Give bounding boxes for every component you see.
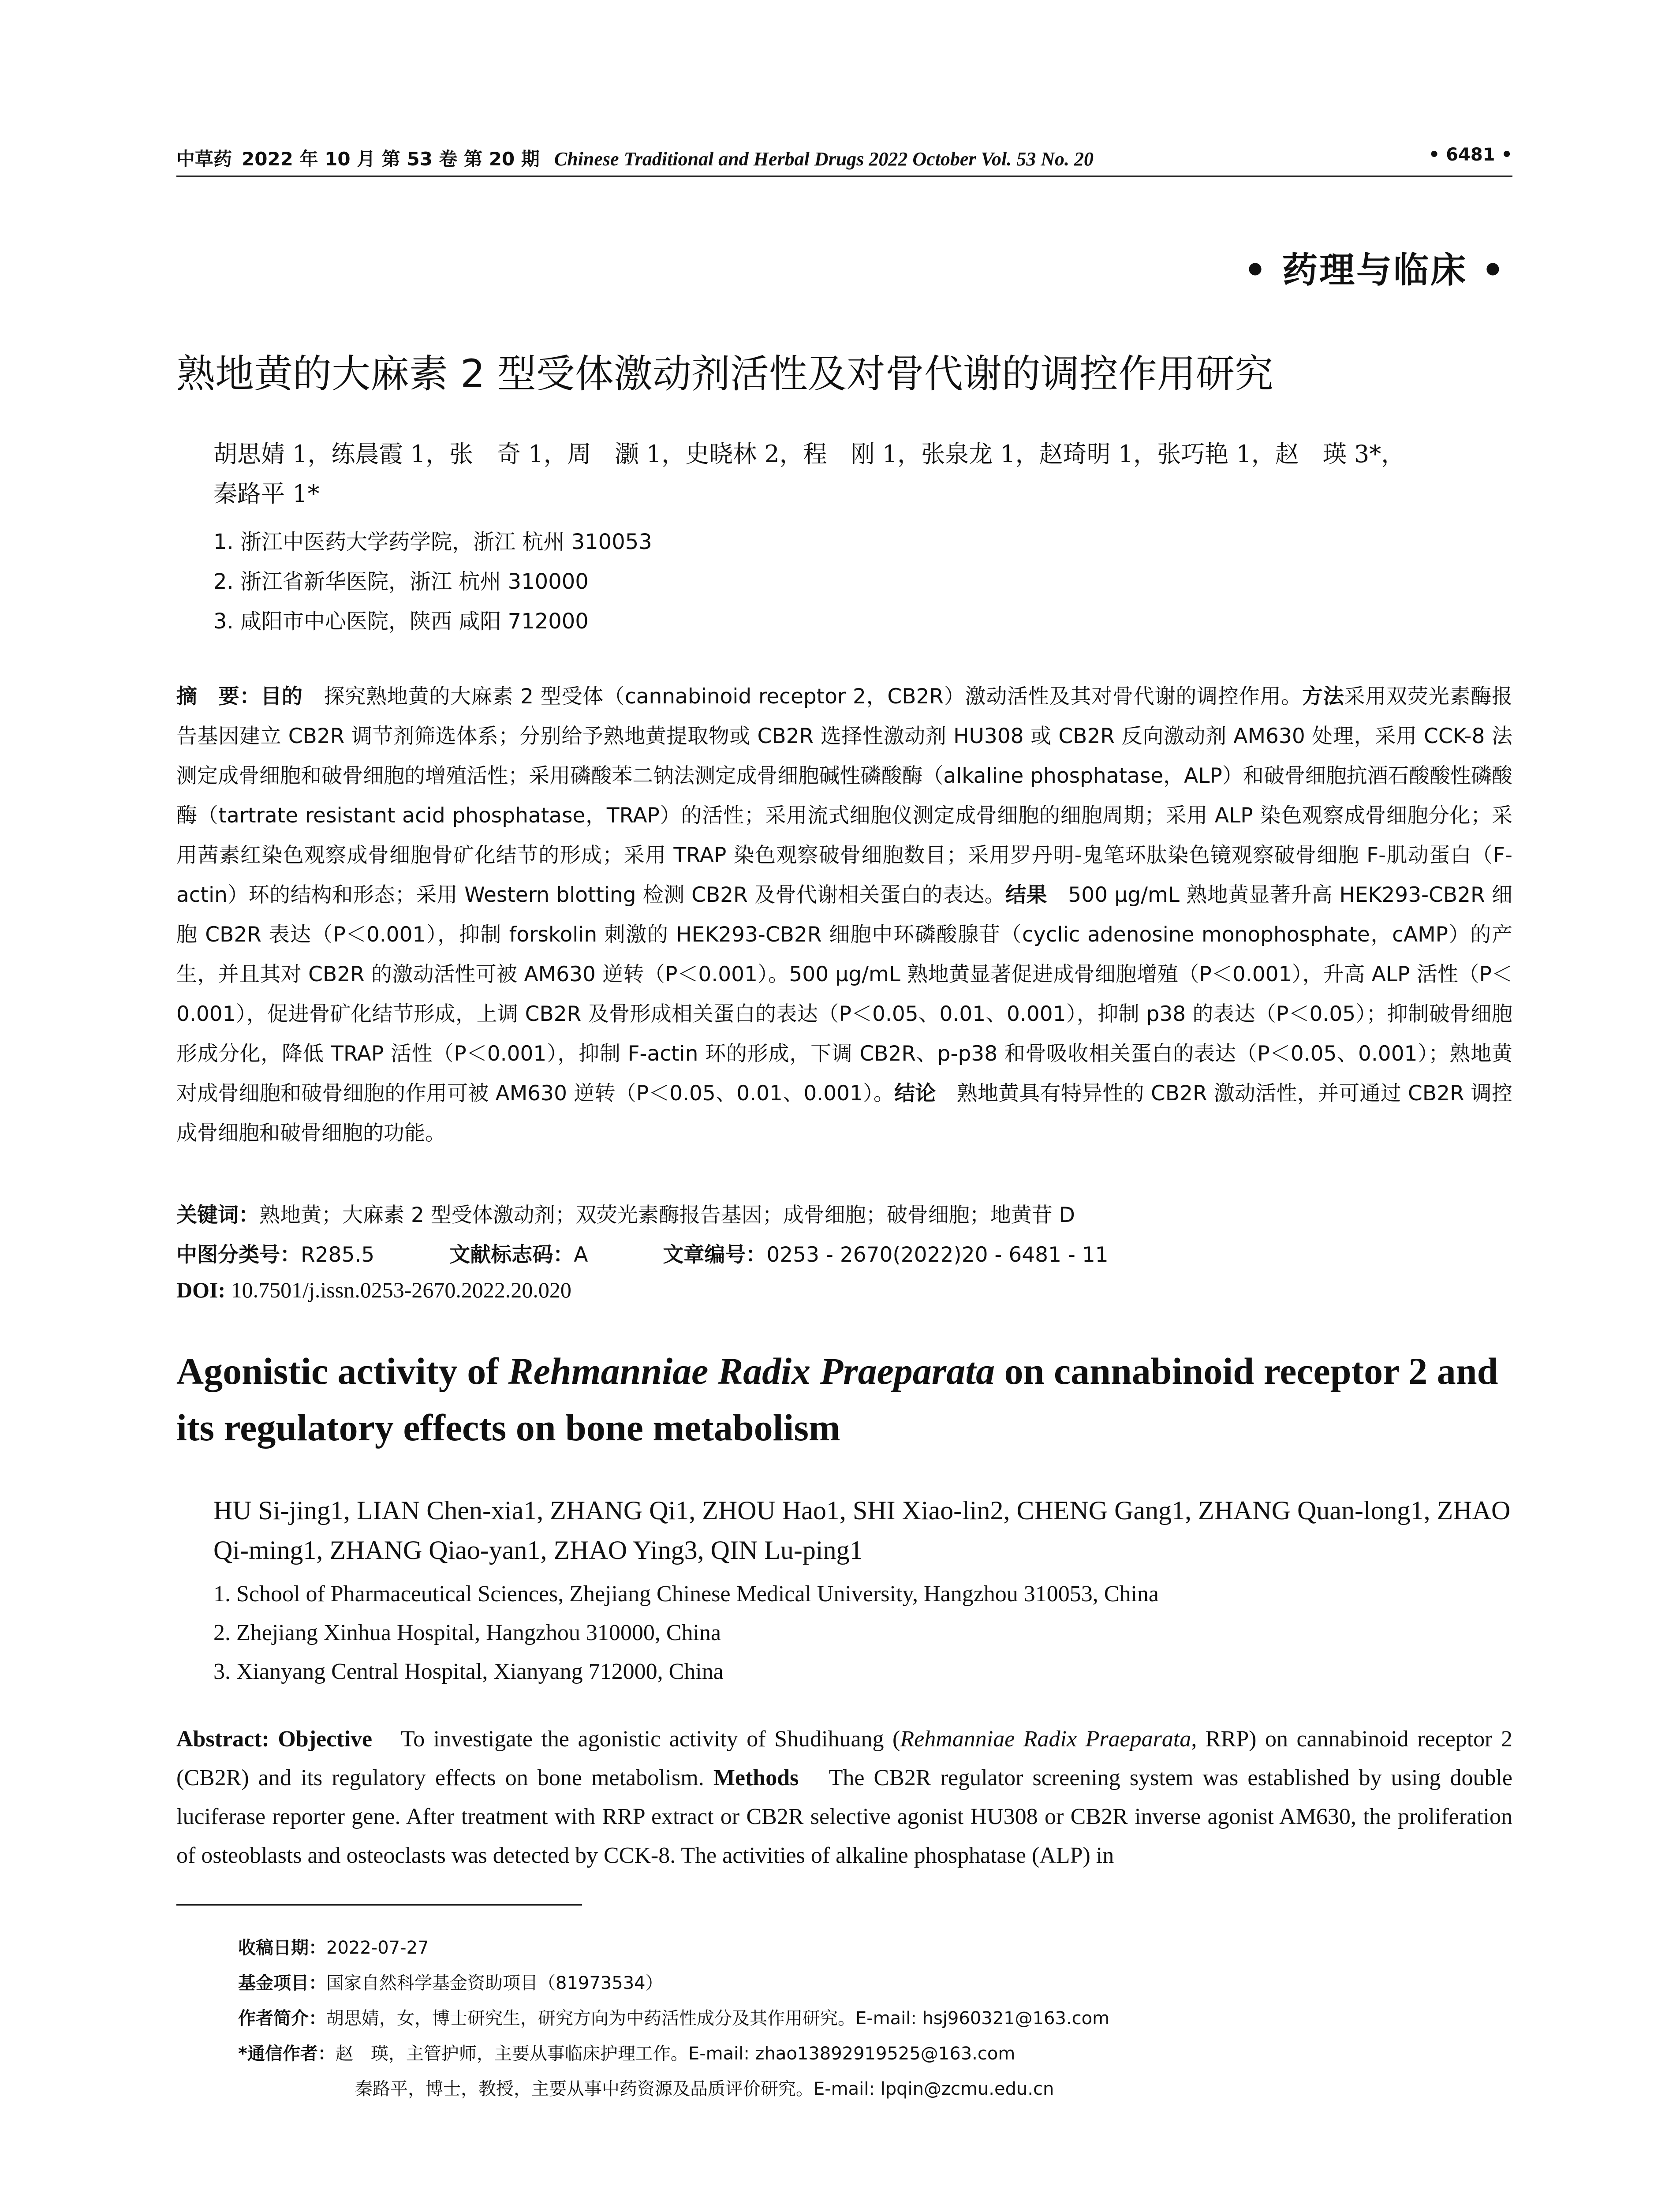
fund-text: 国家自然科学基金资助项目（81973534）: [326, 1973, 663, 1993]
title-en-post: on cannabinoid receptor 2 and its regulatory effects on bone metabolism: [176, 1350, 1498, 1449]
footnote-fund: [238, 1969, 663, 1994]
abstract-cn-objective: 探究熟地黄的大麻素 2 型受体（cannabinoid receptor 2，CB2R）激动活性及其对骨代谢的调控作用。: [302, 684, 1303, 709]
footnote-received: [238, 1934, 429, 1959]
authors-cn-line1: 胡思婧 1，练晨霞 1，张 奇 1，周 灏 1，史晓林 2，程 刚 1，张泉龙 1，赵琦明 1，张巧艳 1，赵 瑛 3*，: [213, 440, 1405, 468]
title-en-italic: Rehmanniae Radix Praeparata: [508, 1350, 995, 1392]
abstract-cn-label: 摘 要：: [176, 684, 261, 709]
abstract-en-methods: The CB2R regulator screening system was established by using double luciferase reporter gene. After treatment with RRP extract or CB2R selective agonist HU308 or CB2R inverse agonist AM630, the proliferation of osteoblasts and osteoclasts was detected by CCK-8. The activities of alkaline phosphatase (ALP) in: [176, 1765, 1513, 1868]
abstract-cn-results: 500 μg/mL 熟地黄显著升高 HEK293-CB2R 细胞 CB2R 表达（P＜0.001），抑制 forskolin 刺激的 HEK293-CB2R 细胞中环磷酸腺苷（cyclic adenosine monophosphate，cAMP）的产生，并且其对 CB2R 的激动活性可被 AM630 逆转（P＜0.001）。500 μg/mL 熟地黄显著促进成骨细胞增殖（P＜0.001），升高 ALP 活性（P＜0.001），促进骨矿化结节形成，上调 CB2R 及骨形成相关蛋白的表达（P＜0.05、0.01、0.001），抑制 p38 的表达（P＜0.05）；抑制破骨细胞形成分化，降低 TRAP 活性（P＜0.001），抑制 F-actin 环的形成，下调 CB2R、p-p38 和骨吸收相关蛋白的表达（P＜0.05、0.001）；熟地黄对成骨细胞和破骨细胞的作用可被 AM630 逆转（P＜0.05、0.01、0.001）。: [176, 883, 1513, 1106]
corr-author-1: 赵 瑛，主管护师，主要从事临床护理工作。E-mail: zhao13892919525@163.com: [335, 2044, 1015, 2064]
abstract-cn-objective-label: 目的: [261, 684, 303, 709]
abstract-cn-conclusion-label: 结论: [894, 1081, 936, 1106]
affiliation-cn-1: 1. 浙江中医药大学药学院，浙江 杭州 310053: [213, 530, 652, 554]
page-number: • 6481 •: [1428, 145, 1512, 165]
abstract-en-label: Abstract: Objective: [176, 1727, 373, 1752]
article-no-label: 文章编号：: [663, 1243, 767, 1267]
abstract-en-objective-a: To investigate the agonistic activity of Shudihuang (: [372, 1727, 900, 1752]
bio-text: 胡思婧，女，博士研究生，研究方向为中药活性成分及其作用研究。E-mail: hsj960321@163.com: [326, 2008, 1110, 2029]
clc-label: 中图分类号：: [176, 1243, 301, 1267]
abstract-cn-methods: 采用双荧光素酶报告基因建立 CB2R 调节剂筛选体系；分别给予熟地黄提取物或 CB2R 选择性激动剂 HU308 或 CB2R 反向激动剂 AM630 处理，采用 CCK-8 法测定成骨细胞和破骨细胞的增殖活性；采用磷酸苯二钠法测定成骨细胞碱性磷酸酶（alkaline phosphatase，ALP）和破骨细胞抗酒石酸酸性磷酸酶（tartrate resistant acid phosphatase，TRAP）的活性；采用流式细胞仪测定成骨细胞的细胞周期；采用 ALP 染色观察成骨细胞分化；采用茜素红染色观察成骨细胞骨矿化结节的形成；采用 TRAP 染色观察破骨细胞数目；采用罗丹明-鬼笔环肽染色镜观察破骨细胞 F-肌动蛋白（F-actin）环的结构和形态；采用 Western blotting 检测 CB2R 及骨代谢相关蛋白的表达。: [176, 684, 1513, 907]
abstract-cn-conclusion: 熟地黄具有特异性的 CB2R 激动活性，并可通过 CB2R 调控成骨细胞和破骨细胞的功能。: [176, 1081, 1513, 1145]
title-cn: 熟地黄的大麻素 2 型受体激动剂活性及对骨代谢的调控作用研究: [176, 351, 1273, 396]
received-date: 2022-07-27: [326, 1938, 429, 1958]
authors-cn-line2: 秦路平 1*: [213, 480, 320, 508]
running-header: [176, 145, 1512, 171]
corr-author-2: 秦路平，博士，教授，主要从事中药资源及品质评价研究。E-mail: lpqin@zcmu.edu.cn: [355, 2079, 1054, 2099]
corr-label: *通信作者：: [238, 2044, 336, 2064]
affiliation-cn-3: 3. 咸阳市中心医院，陕西 咸阳 712000: [213, 609, 589, 634]
footnote-corresponding: [238, 2040, 1015, 2065]
bio-label: 作者简介：: [238, 2008, 326, 2029]
footnote-bio: [238, 2004, 1109, 2029]
abstract-en: [176, 1720, 1512, 1875]
footnote-corresponding-2: [355, 2075, 1054, 2100]
section-label: • 药理与临床 •: [1244, 250, 1506, 291]
doi-line: [176, 1277, 571, 1303]
clc-value: R285.5: [301, 1243, 375, 1267]
affiliation-en-3: 3. Xianyang Central Hospital, Xianyang 712000, China: [213, 1659, 724, 1684]
keywords-text: 熟地黄；大麻素 2 型受体激动剂；双荧光素酶报告基因；成骨细胞；破骨细胞；地黄苷 D: [259, 1203, 1075, 1227]
received-label: 收稿日期：: [238, 1938, 326, 1958]
abstract-cn-methods-label: 方法: [1302, 684, 1344, 709]
abstract-cn: [176, 677, 1512, 1153]
affiliation-en-2: 2. Zhejiang Xinhua Hospital, Hangzhou 310000, China: [213, 1620, 721, 1645]
doc-code-value: A: [574, 1243, 588, 1267]
keywords-cn: [176, 1199, 1075, 1228]
abstract-cn-results-label: 结果: [1005, 883, 1047, 907]
article-no-value: 0253 - 2670(2022)20 - 6481 - 11: [766, 1243, 1109, 1267]
affiliation-en-1: 1. School of Pharmaceutical Sciences, Zhejiang Chinese Medical University, Hangzhou 310053, China: [213, 1581, 1159, 1607]
affiliation-cn-2: 2. 浙江省新华医院，浙江 杭州 310000: [213, 569, 589, 594]
title-en: [176, 1343, 1517, 1456]
fund-label: 基金项目：: [238, 1973, 326, 1993]
journal-name-en: Chinese Traditional and Herbal Drugs 2022 October Vol. 53 No. 20: [554, 148, 1094, 170]
authors-en: HU Si-jing1, LIAN Chen-xia1, ZHANG Qi1, ZHOU Hao1, SHI Xiao-lin2, CHENG Gang1, ZHANG Quan-long1, ZHAO Qi-ming1, ZHANG Qiao-yan1, ZHAO Ying3, QIN Lu-ping1: [213, 1496, 1511, 1565]
footnote-rule: [176, 1904, 582, 1906]
journal-name-cn: 中草药: [176, 148, 232, 170]
doc-code-label: 文献标志码：: [449, 1243, 574, 1267]
abstract-en-methods-label: Methods: [713, 1765, 799, 1790]
keywords-label: 关键词：: [176, 1203, 259, 1227]
header-rule: [176, 176, 1512, 177]
abstract-en-objective-italic: Rehmanniae Radix Praeparata: [900, 1727, 1191, 1752]
title-en-pre: Agonistic activity of: [176, 1350, 508, 1392]
doi-label: DOI:: [176, 1278, 226, 1302]
abstract-en-objective-b: , RRP) on cannabinoid receptor 2 (CB2R) and its regulatory effects on bone metabolism.: [176, 1727, 1513, 1790]
doi-link[interactable]: 10.7501/j.issn.0253-2670.2022.20.020: [225, 1278, 571, 1302]
issue-info-cn: 2022 年 10 月 第 53 卷 第 20 期: [242, 148, 540, 170]
classification-info: [176, 1238, 1109, 1268]
